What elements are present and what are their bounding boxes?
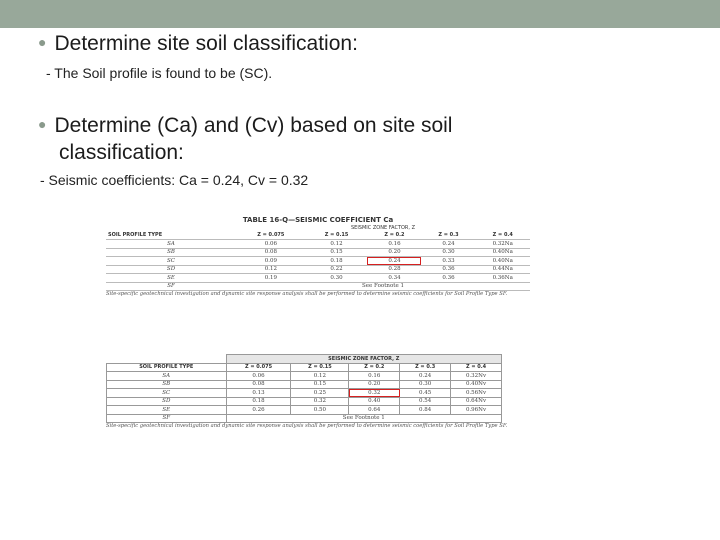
zone-col-header: Z = 0.15 [291,363,349,372]
value-cell: 0.18 [306,257,368,266]
value-cell: 0.15 [291,380,349,389]
value-cell: 0.34 [367,274,421,283]
value-cell: 0.45 [400,389,451,398]
value-cell: 0.20 [349,380,400,389]
value-cell: 0.24 [421,240,475,249]
value-cell: 0.22 [306,265,368,274]
zone-col-header: Z = 0.2 [349,363,400,372]
value-cell: 0.64Nv [451,397,502,406]
bullet-dot-icon: ● [38,34,47,50]
table-title: TABLE 16-Q—SEISMIC COEFFICIENT Ca [242,216,394,224]
value-cell: 0.40Na [475,248,530,257]
soil-profile-type-header: SOIL PROFILE TYPE [106,232,236,240]
zone-col-header: Z = 0.4 [475,232,530,240]
table-row [107,380,502,389]
table-row [106,240,530,249]
value-cell: 0.12 [306,240,368,249]
value-cell: 0.09 [236,257,306,266]
zone-factor-header: SEISMIC ZONE FACTOR, Z [226,355,501,364]
value-cell: 0.40Nv [451,380,502,389]
table-row [107,397,502,406]
bullet-ca-cv [38,113,452,166]
value-cell: 0.16 [349,372,400,381]
value-cell: 0.12 [236,265,306,274]
soil-type-cell: SB [107,380,227,389]
value-cell: 0.64 [349,406,400,415]
value-cell: 0.15 [306,248,368,257]
value-cell: 0.84 [400,406,451,415]
value-cell: 0.36 [421,274,475,283]
value-cell: 0.25 [291,389,349,398]
sub-seismic-coefficients: - Seismic coefficients: Ca = 0.24, Cv = 0.32 [40,172,309,188]
value-cell: 0.32Nv [451,372,502,381]
zone-col-header: Z = 0.075 [236,232,306,240]
table-zone-row [106,224,530,232]
value-cell: 0.33 [421,257,475,266]
seismic-coefficient-cv-table [106,354,502,423]
soil-profile-type-header: SOIL PROFILE TYPE [107,363,227,372]
table-footnote: Site-specific geotechnical investigation and dynamic site response analysis shall be performed to determine seismic coefficients for Soil Profile Type SF. [106,423,508,429]
value-cell: 0.26 [226,406,291,415]
footnote-ref-cell: See Footnote 1 [226,414,501,423]
zone-col-header: Z = 0.3 [421,232,475,240]
table-row [106,257,530,266]
table-row [107,414,502,423]
zone-factor-header: SEISMIC ZONE FACTOR, Z [351,224,416,231]
seismic-coefficient-ca-table [106,224,530,291]
value-cell: 0.24 [400,372,451,381]
soil-type-cell: SE [106,274,236,283]
zone-col-header: Z = 0.4 [451,363,502,372]
value-cell: 0.32 [291,397,349,406]
sub-soil-profile: - The Soil profile is found to be (SC). [46,65,273,81]
value-cell: 0.54 [400,397,451,406]
value-cell: 0.08 [236,248,306,257]
value-cell: 0.18 [226,397,291,406]
value-cell: 0.36 [421,265,475,274]
value-cell: 0.30 [306,274,368,283]
zone-col-header: Z = 0.075 [226,363,291,372]
table-row [106,265,530,274]
value-cell: 0.96Nv [451,406,502,415]
value-cell: 0.16 [367,240,421,249]
value-cell: 0.30 [400,380,451,389]
value-cell: 0.13 [226,389,291,398]
value-cell: 0.50 [291,406,349,415]
value-cell: 0.36Na [475,274,530,283]
highlighted-ca-cell: 0.24 [367,257,421,266]
soil-type-cell: SF [106,282,236,291]
table-header-row [107,363,502,372]
soil-type-cell: SA [106,240,236,249]
value-cell: 0.32Na [475,240,530,249]
value-cell: 0.40Na [475,257,530,266]
table-cv-image [106,354,508,429]
table-row [107,389,502,398]
value-cell: 0.06 [226,372,291,381]
zone-col-header: Z = 0.2 [367,232,421,240]
table-row [106,248,530,257]
soil-type-cell: SA [107,372,227,381]
table-row [107,406,502,415]
footnote-ref-cell: See Footnote 1 [236,282,530,291]
table-footnote: Site-specific geotechnical investigation and dynamic site response analysis shall be performed to determine seismic coefficients for Soil Profile Type SF. [106,291,508,297]
soil-type-cell: SB [106,248,236,257]
table-row [107,372,502,381]
value-cell: 0.12 [291,372,349,381]
soil-type-cell: SC [106,257,236,266]
value-cell: 0.40 [349,397,400,406]
table-ca-image [106,216,530,297]
zone-col-header: Z = 0.3 [400,363,451,372]
value-cell: 0.08 [226,380,291,389]
value-cell: 0.56Nv [451,389,502,398]
value-cell: 0.19 [236,274,306,283]
zone-col-header: Z = 0.15 [306,232,368,240]
table-row [106,274,530,283]
slide-top-bar [0,0,720,28]
table-header-row [106,232,530,240]
soil-type-cell: SD [107,397,227,406]
soil-type-cell: SF [107,414,227,423]
value-cell: 0.30 [421,248,475,257]
bullet-text: Determine site soil classification: [54,32,358,55]
table-zone-row [107,355,502,364]
bullet-dot-icon: ● [38,116,47,132]
bullet-site-soil [38,31,358,58]
soil-type-cell: SD [106,265,236,274]
highlighted-cv-cell: 0.32 [349,389,400,398]
soil-type-cell: SC [107,389,227,398]
bullet-text-cont: classification: [59,141,184,164]
bullet-text: Determine (Ca) and (Cv) based on site soil [54,114,453,137]
value-cell: 0.06 [236,240,306,249]
table-row [106,282,530,291]
value-cell: 0.20 [367,248,421,257]
value-cell: 0.44Na [475,265,530,274]
value-cell: 0.28 [367,265,421,274]
soil-type-cell: SE [107,406,227,415]
